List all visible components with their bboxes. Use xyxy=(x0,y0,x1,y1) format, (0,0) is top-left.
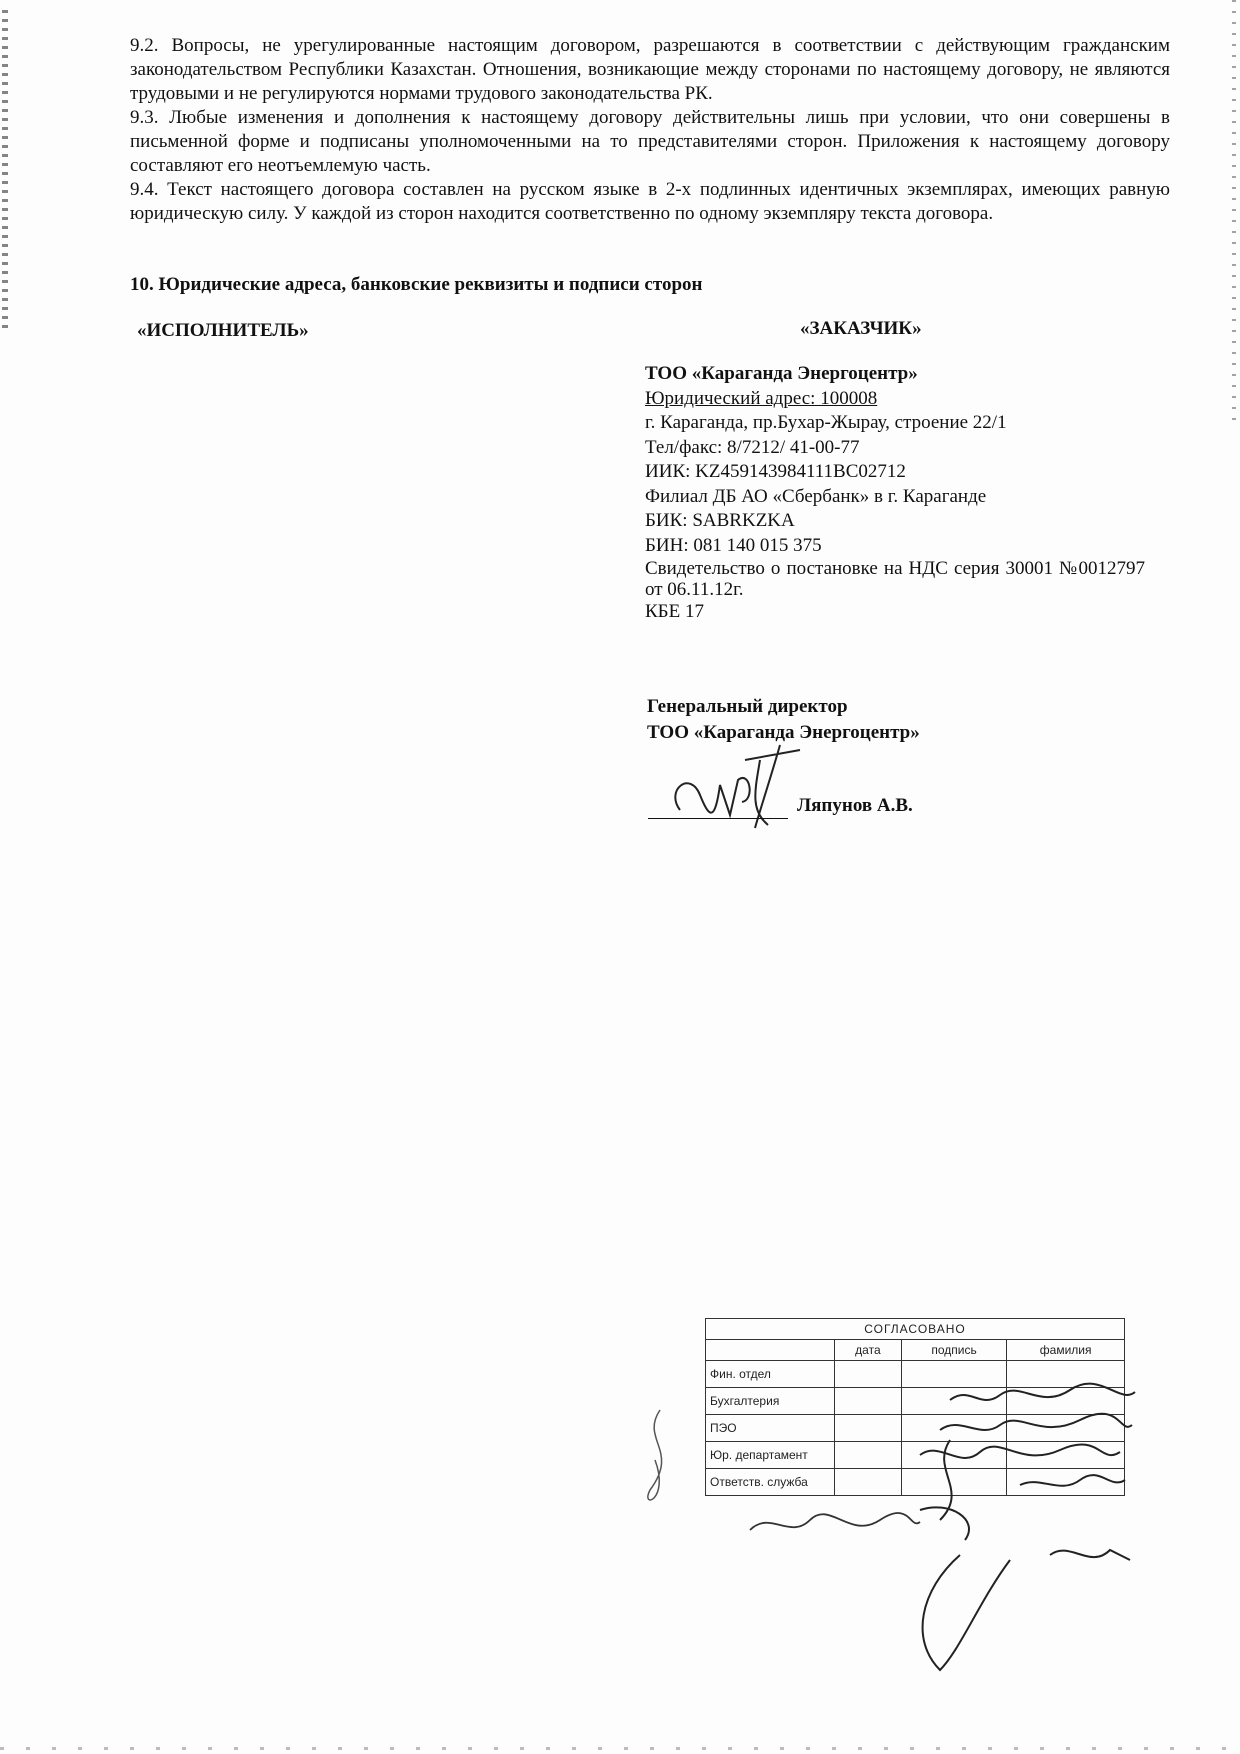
approval-row-label: ПЭО xyxy=(706,1415,835,1442)
party-customer: «ЗАКАЗЧИК» xyxy=(800,318,922,339)
approval-col-signature: подпись xyxy=(901,1340,1006,1361)
director-signature xyxy=(660,740,810,830)
section-title: 10. Юридические адреса, банковские реквизиты и подписи сторон xyxy=(130,274,703,295)
approval-col-date: дата xyxy=(835,1340,902,1361)
approval-row-label: Ответств. служба xyxy=(706,1469,835,1496)
customer-legal-address: Юридический адрес: 100008 xyxy=(645,387,878,409)
customer-phone: Тел/факс: 8/7212/ 41-00-77 xyxy=(645,436,860,458)
signatory-position: Генеральный директор xyxy=(647,696,848,717)
customer-bik: БИК: SABRKZKA xyxy=(645,510,795,531)
signatory-company: ТОО «Караганда Энергоцентр» xyxy=(647,722,920,743)
signature-line xyxy=(648,818,788,819)
scan-artifact-right xyxy=(1232,0,1236,420)
customer-bin: БИН: 081 140 015 375 xyxy=(645,534,822,556)
customer-vat-certificate: Свидетельство о постановке на НДС серия 30001 №0012797 от 06.11.12г. xyxy=(645,558,1145,600)
party-executor: «ИСПОЛНИТЕЛЬ» xyxy=(137,320,309,341)
clause-9-4: 9.4. Текст настоящего договора составлен на русском языке в 2-х подлинных идентичных экземплярах, имеющих равную юридическую силу. У каждой из сторон находится соответственно по одному экземпляру текста договора. xyxy=(130,179,1170,224)
approval-col-surname: фамилия xyxy=(1007,1340,1125,1361)
approval-stamp-title: СОГЛАСОВАНО xyxy=(706,1319,1125,1340)
customer-iik: ИИК: KZ459143984111BC02712 xyxy=(645,461,906,482)
approval-row-label: Фин. отдел xyxy=(706,1361,835,1388)
approval-row-label: Юр. департамент xyxy=(706,1442,835,1469)
customer-kbe: КБЕ 17 xyxy=(645,601,704,622)
approval-handwritten-signatures xyxy=(620,1380,1150,1680)
scan-artifact-left xyxy=(2,10,8,330)
customer-requisites xyxy=(645,362,1145,625)
scan-artifact-bottom xyxy=(0,1747,1240,1750)
clause-9-3: 9.3. Любые изменения и дополнения к настоящему договору действительны лишь при условии, что они совершены в письменной форме и подписаны уполномоченными на то представителями сторон. Приложения к настоящему договору составляют его неотъемлемую часть. xyxy=(130,107,1170,176)
signatory-block xyxy=(647,694,920,746)
customer-name: ТОО «Караганда Энергоцентр» xyxy=(645,363,918,384)
contract-clauses xyxy=(130,34,1170,226)
customer-bank: Филиал ДБ АО «Сбербанк» в г. Караганде xyxy=(645,485,987,507)
customer-address: г. Караганда, пр.Бухар-Жырау, строение 22/1 xyxy=(645,412,1007,433)
signatory-name: Ляпунов А.В. xyxy=(797,795,913,816)
clause-9-2: 9.2. Вопросы, не урегулированные настоящим договором, разрешаются в соответствии с действующим гражданским законодательством Республики Казахстан. Отношения, возникающие между сторонами по настоящему договору, не являются трудовыми и не регулируются нормами трудового законодательства РК. xyxy=(130,35,1170,104)
approval-row-label: Бухгалтерия xyxy=(706,1388,835,1415)
